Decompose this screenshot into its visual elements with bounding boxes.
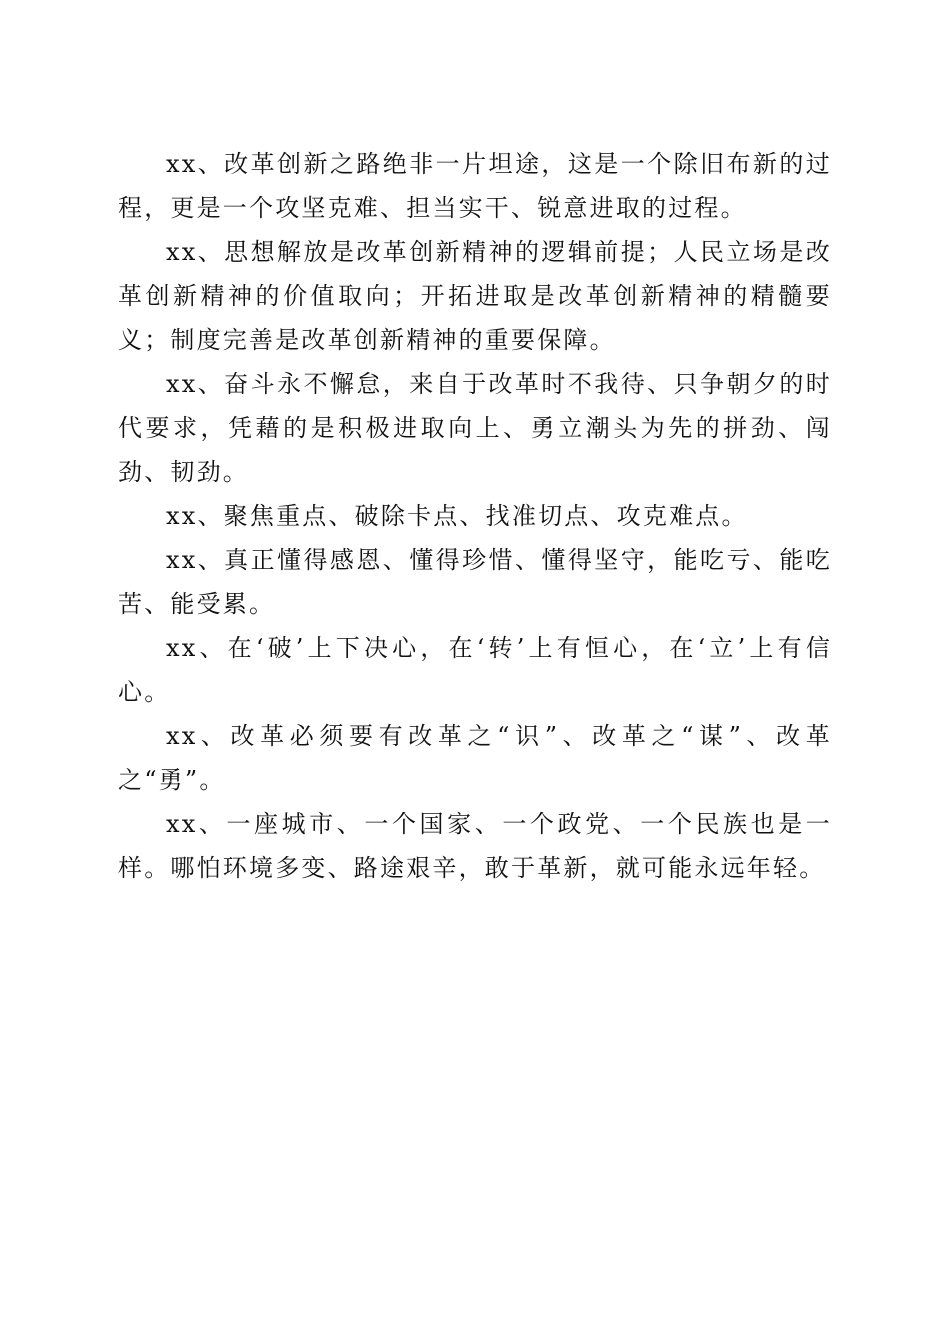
paragraph-2: xx、思想解放是改革创新精神的逻辑前提；人民立场是改革创新精神的价值取向；开拓进取是改革创新精神的精髓要义；制度完善是改革创新精神的重要保障。	[118, 238, 832, 354]
paragraph-5: xx、真正懂得感恩、懂得珍惜、懂得坚守，能吃亏、能吃苦、能受累。	[118, 546, 832, 618]
paragraph-8: xx、一座城市、一个国家、一个政党、一个民族也是一样。哪怕环境多变、路途艰辛，敢于革新，就可能永远年轻。	[118, 810, 832, 882]
document-body	[118, 142, 832, 890]
paragraph-6: xx、在‘破’上下决心，在‘转’上有恒心，在‘立’上有信心。	[118, 634, 832, 706]
paragraph-4: xx、聚焦重点、破除卡点、找准切点、攻克难点。	[166, 502, 748, 530]
paragraph-7: xx、改革必须要有改革之“识”、改革之“谋”、改革之“勇”。	[118, 722, 832, 794]
paragraph-3: xx、奋斗永不懈怠，来自于改革时不我待、只争朝夕的时代要求，凭藉的是积极进取向上、勇立潮头为先的拼劲、闯劲、韧劲。	[118, 370, 832, 486]
paragraph-1: xx、改革创新之路绝非一片坦途，这是一个除旧布新的过程，更是一个攻坚克难、担当实干、锐意进取的过程。	[118, 150, 832, 222]
